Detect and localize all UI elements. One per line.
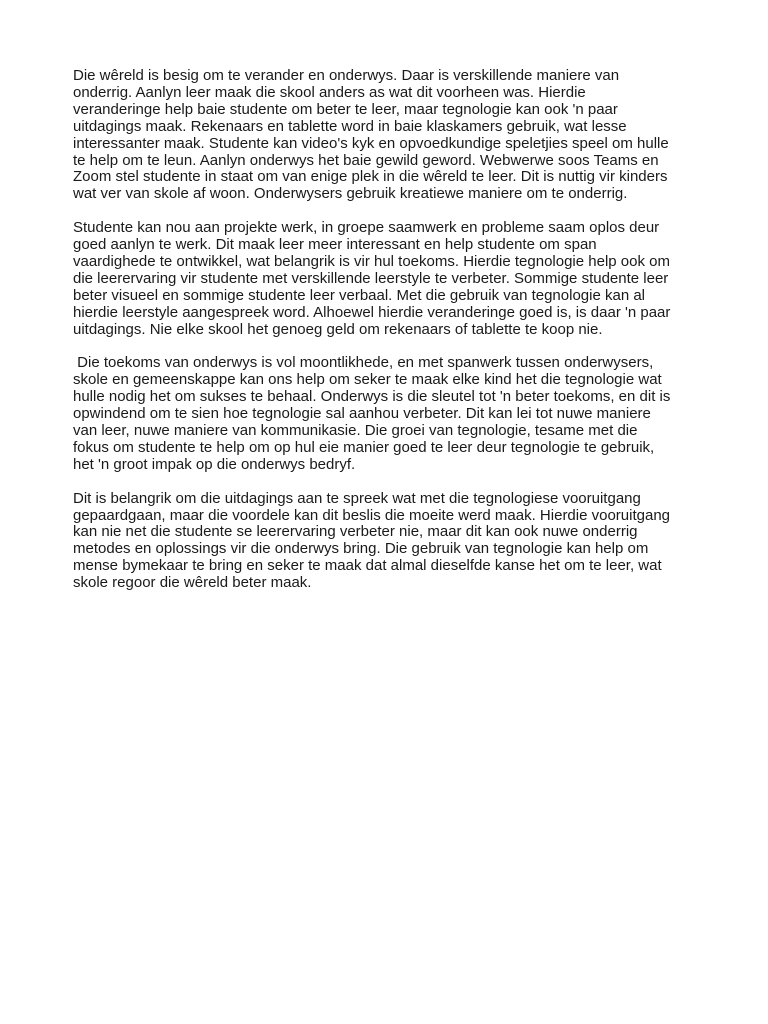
- paragraph-1: [73, 68, 695, 203]
- text-line: het 'n groot impak op die onderwys bedryf.: [73, 455, 356, 473]
- paragraph-2: [73, 220, 695, 338]
- text-line: metodes en oplossings vir die onderwys bring. Die gebruik van tegnologie kan help om: [73, 540, 649, 558]
- text-line: vaardighede te ontwikkel, wat belangrik is vir hul toekoms. Hierdie tegnologie help ook om: [73, 252, 670, 270]
- text-line: uitdagings maak. Rekenaars en tablette word in baie klaskamers gebruik, wat lesse: [73, 117, 627, 135]
- text-line: gepaardgaan, maar die voordele kan dit beslis die moeite werd maak. Hierdie vooruitgang: [73, 506, 671, 524]
- text-line: Die wêreld is besig om te verander en onderwys. Daar is verskillende maniere van: [73, 67, 620, 84]
- text-line: Dit is belangrik om die uitdagings aan te spreek wat met die tegnologiese vooruitgang: [73, 489, 641, 507]
- text-line: die leerervaring vir studente met verskillende leerstyle te verbeter. Sommige studente leer: [73, 269, 669, 287]
- text-line: hulle nodig het om sukses te behaal. Onderwys is die sleutel tot 'n beter toekoms, en dit is: [73, 388, 671, 406]
- text-line: opwindend om te sien hoe tegnologie sal aanhou verbeter. Dit kan lei tot nuwe maniere: [73, 405, 651, 423]
- text-line: veranderinge help baie studente om beter te leer, maar tegnologie kan ook 'n paar: [73, 100, 618, 118]
- text-line: mense bymekaar te bring en seker te maak dat almal dieselfde kanse het om te leer, wat: [73, 557, 662, 575]
- text-line: Zoom stel studente in staat om van enige plek in die wêreld te leer. Dit is nuttig vir kinders: [73, 168, 668, 186]
- document-body: [73, 68, 695, 609]
- text-line: Die toekoms van onderwys is vol moontlikhede, en met spanwerk tussen onderwysers,: [73, 354, 654, 372]
- text-line: te help om te leun. Aanlyn onderwys het baie gewild geword. Webwerwe soos Teams en: [73, 151, 659, 169]
- text-line: skole en gemeenskappe kan ons help om seker te maak elke kind het die tegnologie wat: [73, 371, 662, 389]
- text-line: beter visueel en sommige studente leer verbaal. Met die gebruik van tegnologie kan al: [73, 286, 646, 304]
- text-line: wat ver van skole af woon. Onderwysers gebruik kreatiewe maniere om te onderrig.: [73, 185, 628, 203]
- text-line: skole regoor die wêreld beter maak.: [73, 574, 312, 592]
- text-line: hierdie leerstyle aangespreek word. Alhoewel hierdie veranderinge goed is, is daar 'n paar: [73, 303, 671, 321]
- text-line: uitdagings. Nie elke skool het genoeg geld om rekenaars of tablette te koop nie.: [73, 320, 603, 338]
- text-line: interessanter maak. Studente kan video's kyk en opvoedkundige speletjies speel om hulle: [73, 134, 669, 152]
- text-line: kan nie net die studente se leerervaring verbeter nie, maar dit kan ook nuwe onderrig: [73, 523, 638, 541]
- text-line: onderrig. Aanlyn leer maak die skool anders as wat dit voorheen was. Hierdie: [73, 83, 586, 101]
- text-line: fokus om studente te help om op hul eie manier goed te leer deur tegnologie te gebruik,: [73, 438, 655, 456]
- text-line: goed aanlyn te werk. Dit maak leer meer interessant en help studente om span: [73, 236, 597, 254]
- paragraph-4: [73, 491, 695, 592]
- text-line: Studente kan nou aan projekte werk, in groepe saamwerk en probleme saam oplos deur: [73, 219, 660, 237]
- text-line: van leer, nuwe maniere van kommunikasie. Die groei van tegnologie, tesame met die: [73, 422, 638, 439]
- paragraph-3: [73, 355, 695, 473]
